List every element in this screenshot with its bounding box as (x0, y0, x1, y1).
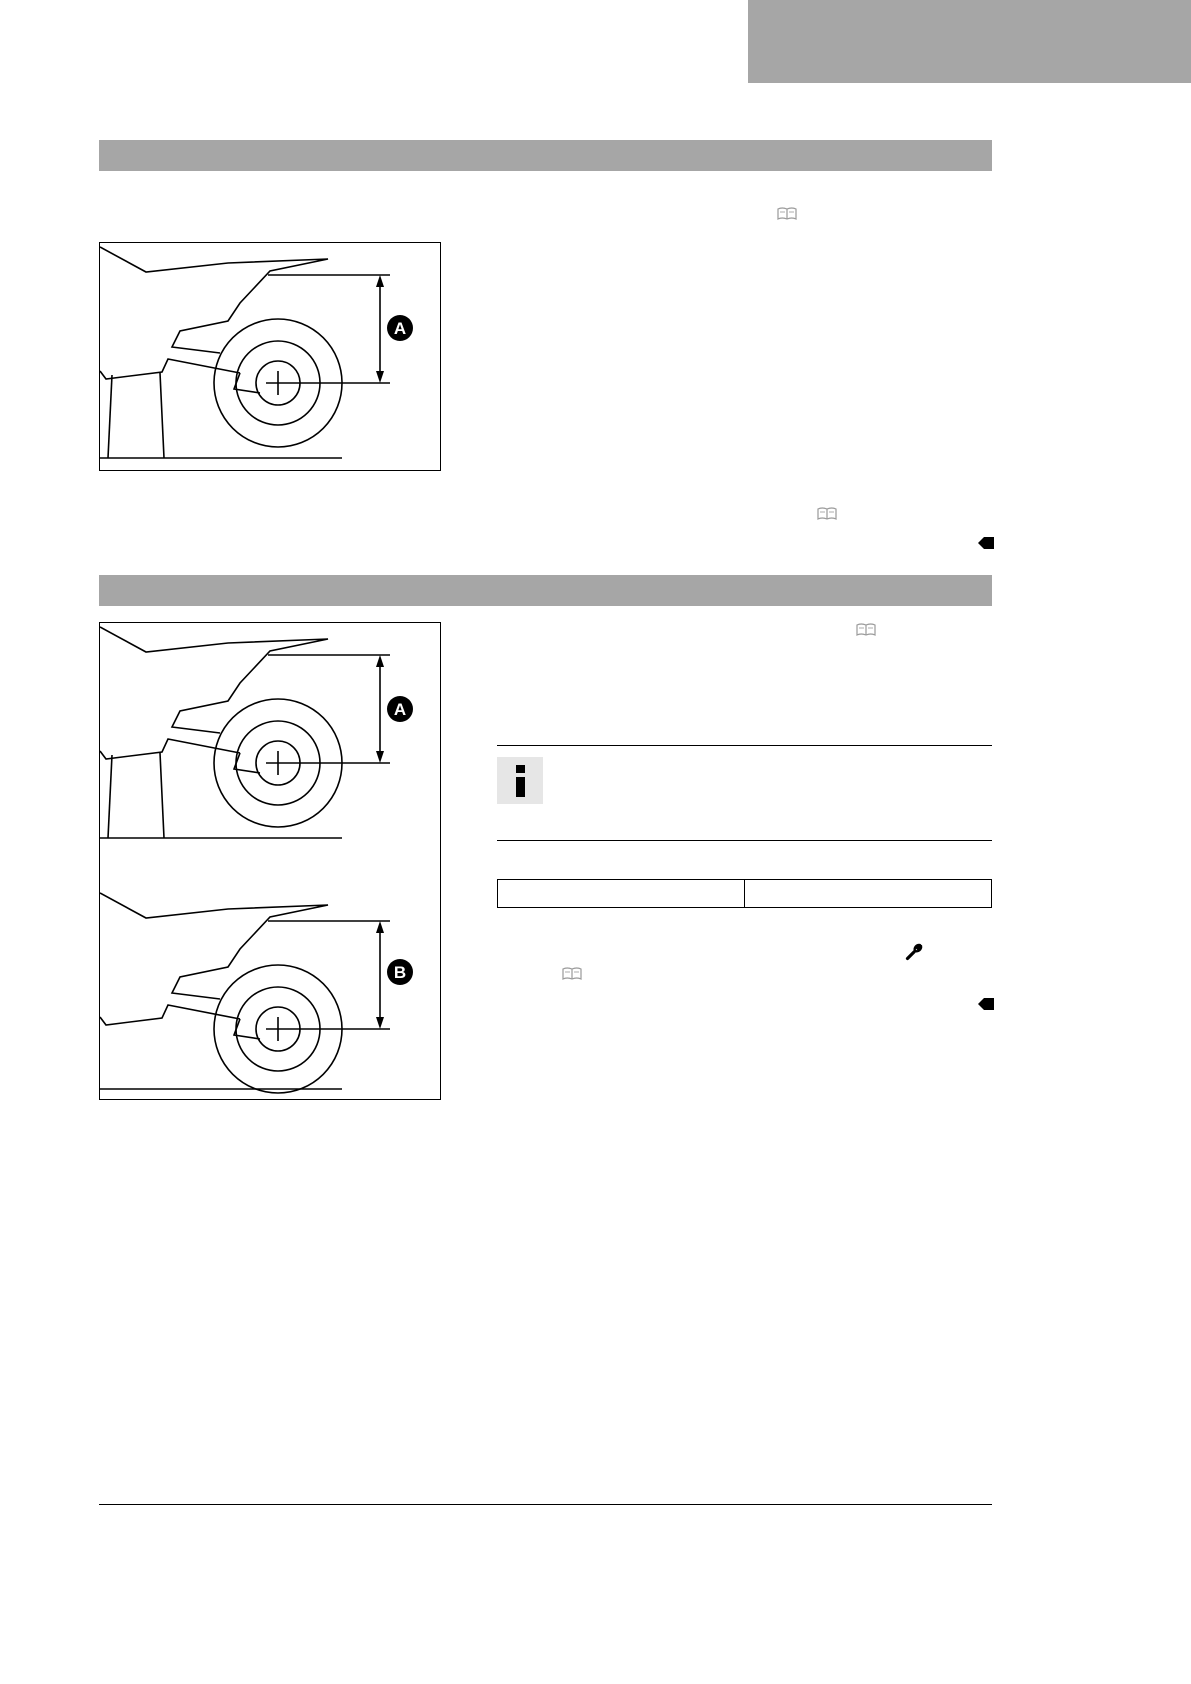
chapter-tab (748, 0, 1191, 83)
footer-rule (99, 1504, 992, 1505)
callout-b-label: B (393, 963, 407, 982)
figure-rear-wheel-height-a-b (99, 622, 441, 1100)
spec-table-cell-1 (498, 880, 744, 907)
rear-wheel-drawing-pair (100, 623, 442, 1101)
book-reference-icon[interactable] (562, 967, 582, 981)
section-1-heading-bar (99, 140, 992, 171)
info-note-top-rule (497, 745, 992, 746)
end-marker-icon (978, 998, 994, 1010)
book-reference-icon[interactable] (817, 507, 837, 521)
section-2-heading-bar (99, 575, 992, 606)
spec-table-cell-2 (744, 880, 991, 907)
book-reference-icon[interactable] (777, 207, 797, 221)
book-reference-icon[interactable] (856, 623, 876, 637)
spec-table (497, 879, 992, 908)
callout-a-label: A (393, 700, 407, 719)
callout-a-label: A (393, 319, 407, 338)
figure-rear-wheel-height-a (99, 242, 441, 471)
info-icon (497, 757, 543, 804)
end-marker-icon (978, 537, 994, 549)
rear-wheel-drawing (100, 243, 442, 472)
info-note-bottom-rule (497, 840, 992, 841)
wrench-icon (905, 943, 923, 961)
